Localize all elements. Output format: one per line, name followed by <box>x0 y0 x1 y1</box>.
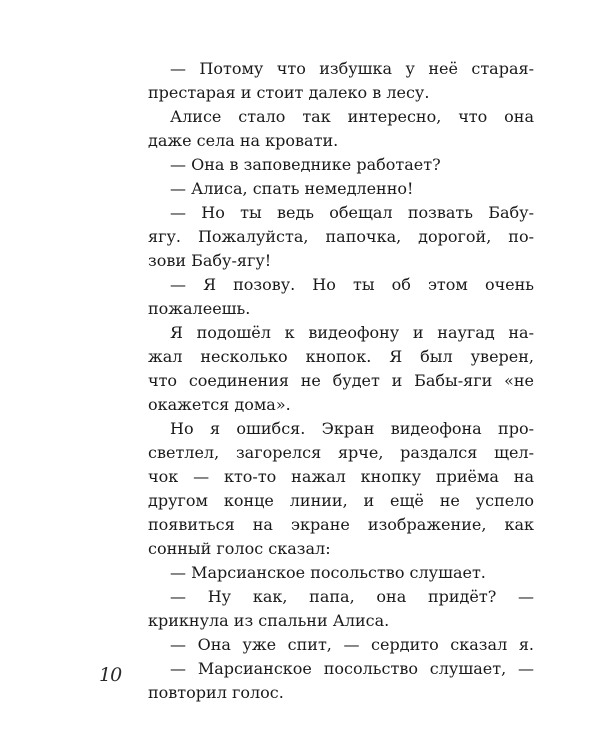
text-line: — Я позову. Но ты об этом очень <box>170 275 534 294</box>
text-line: другом конце линии, и ещё не успело <box>148 491 534 510</box>
page-number: 10 <box>99 664 122 686</box>
text-line: сонный голос сказал: <box>148 539 331 558</box>
text-line: жал несколько кнопок. Я был уверен, <box>148 347 534 366</box>
text-line: — Ну как, папа, она придёт? — <box>170 587 534 606</box>
text-line: Я подошёл к видеофону и наугад на- <box>170 323 534 342</box>
text-line: светлел, загорелся ярче, раздался щел- <box>148 443 534 462</box>
text-line: — Алиса, спать немедленно! <box>170 179 414 198</box>
text-line: повторил голос. <box>148 683 284 702</box>
text-line: окажется дома». <box>148 395 291 414</box>
text-line: — Марсианское посольство слушает. <box>170 563 486 582</box>
text-line: — Но ты ведь обещал позвать Бабу- <box>170 203 534 222</box>
text-line: пожалеешь. <box>148 299 251 318</box>
text-line: что соединения не будет и Бабы-яги «не <box>148 371 534 390</box>
body-text <box>148 57 534 705</box>
text-line: Алисе стало так интересно, что она <box>170 107 534 126</box>
text-line: — Она в заповеднике работает? <box>170 155 441 174</box>
text-line: чок — кто-то нажал кнопку приёма на <box>148 467 534 486</box>
text-line: ягу. Пожалуйста, папочка, дорогой, по- <box>148 227 534 246</box>
text-line: крикнула из спальни Алиса. <box>148 611 390 630</box>
text-line: — Марсианское посольство слушает, — <box>170 659 534 678</box>
text-line: Но я ошибся. Экран видеофона про- <box>170 419 534 438</box>
text-line: престарая и стоит далеко в лесу. <box>148 83 430 102</box>
text-line: зови Бабу-ягу! <box>148 251 272 270</box>
text-line: появиться на экране изображение, как <box>148 515 534 534</box>
text-line: — Потому что избушка у неё старая- <box>170 59 534 78</box>
text-line: даже села на кровати. <box>148 131 339 150</box>
text-line: — Она уже спит, — сердито сказал я. <box>170 635 534 654</box>
